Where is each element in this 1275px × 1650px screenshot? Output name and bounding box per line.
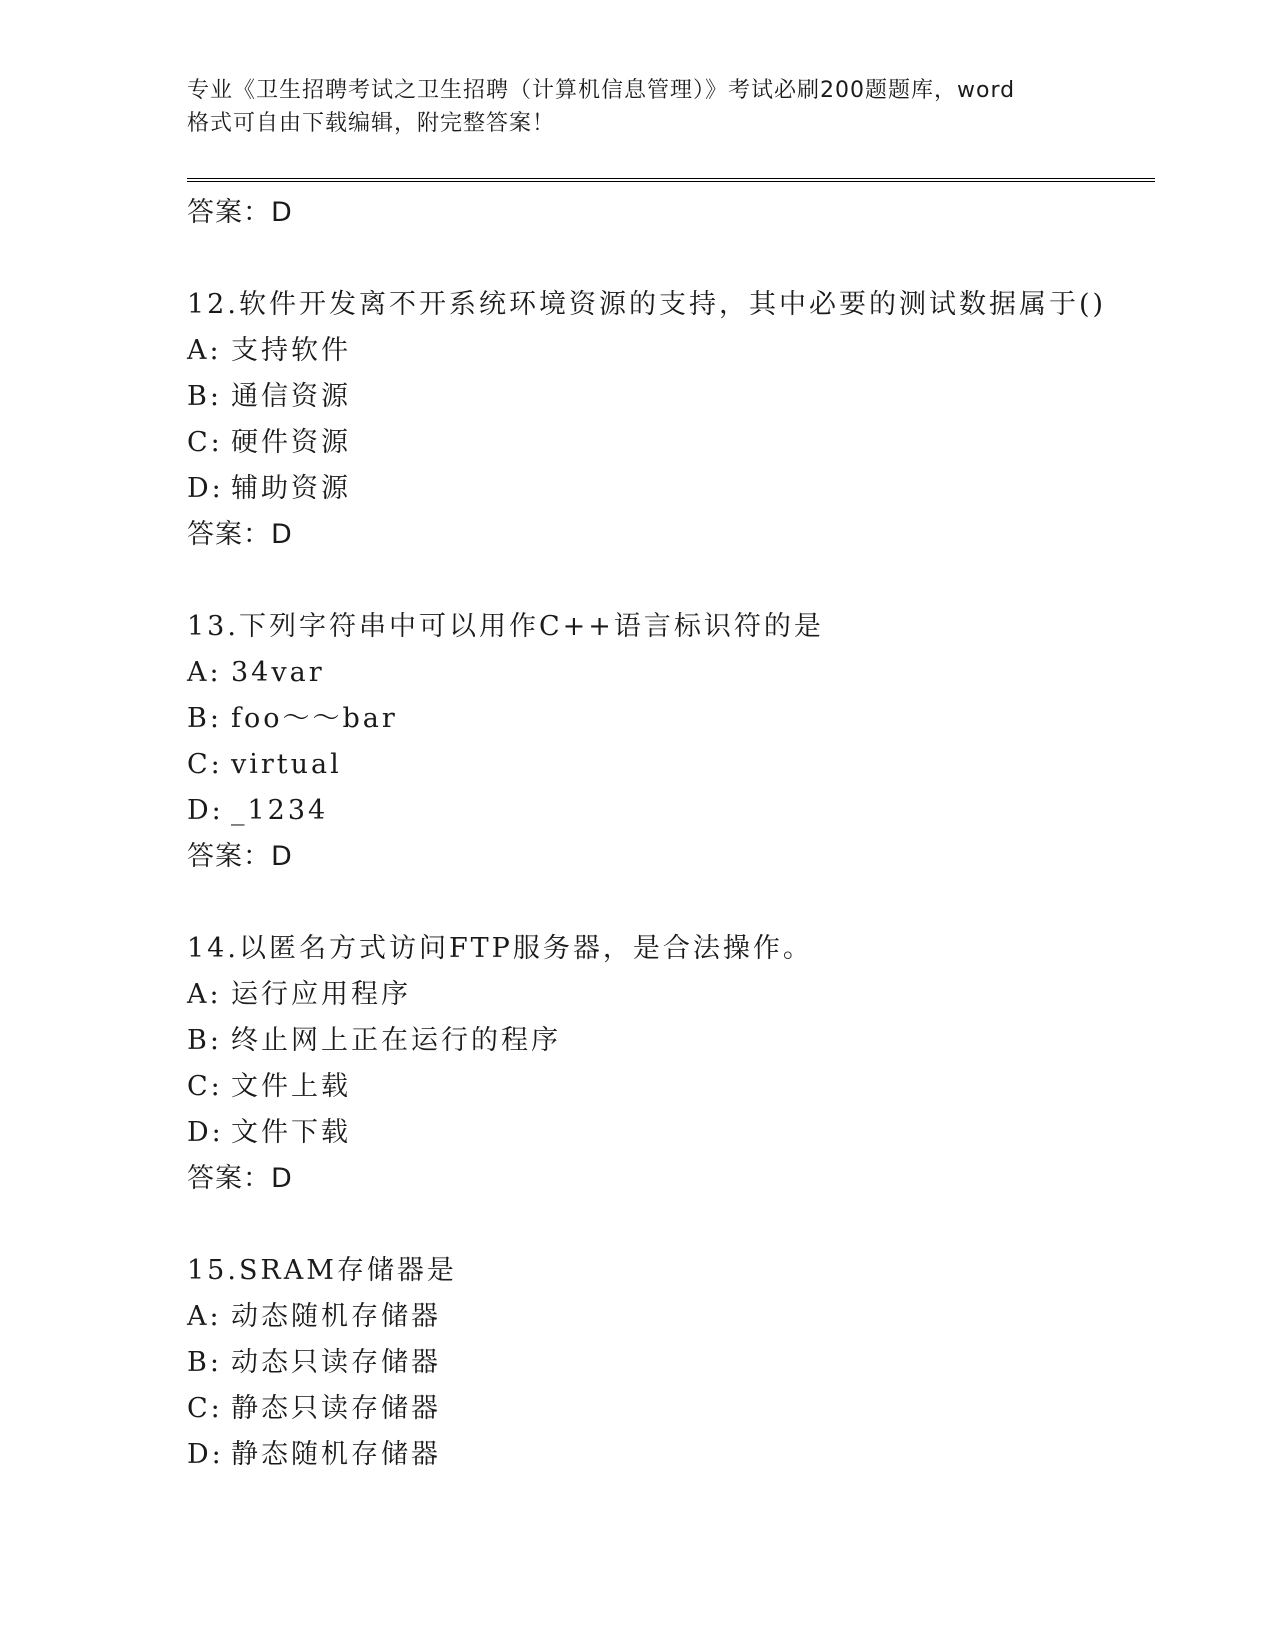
option-letter: D: xyxy=(187,1117,224,1148)
option-text: 运行应用程序 xyxy=(231,979,411,1010)
option-text: 动态随机存储器 xyxy=(231,1301,441,1332)
option-letter: C: xyxy=(187,427,223,458)
option-letter: C: xyxy=(187,1071,223,1102)
question-12 xyxy=(187,282,1155,558)
option-text: 静态随机存储器 xyxy=(231,1439,441,1470)
answer-line: 答案：D xyxy=(187,519,293,550)
option-letter: C: xyxy=(187,1393,223,1424)
option-letter: C: xyxy=(187,749,223,780)
option-text: foo～～bar xyxy=(231,703,398,734)
option-b xyxy=(187,374,1155,420)
header-line-2: 格式可自由下载编辑，附完整答案！ xyxy=(187,111,556,136)
option-c xyxy=(187,420,1155,466)
option-a xyxy=(187,328,1155,374)
option-letter: B: xyxy=(187,703,222,734)
option-letter: A: xyxy=(187,979,222,1010)
question-15 xyxy=(187,1248,1155,1478)
option-a xyxy=(187,1294,1155,1340)
option-letter: B: xyxy=(187,1025,222,1056)
question-stem: 14.以匿名方式访问FTP服务器，是合法操作。 xyxy=(187,933,813,964)
option-letter: D: xyxy=(187,795,224,826)
option-letter: A: xyxy=(187,1301,222,1332)
header-divider xyxy=(187,178,1155,182)
option-a xyxy=(187,972,1155,1018)
option-text: 通信资源 xyxy=(231,381,351,412)
option-text: 支持软件 xyxy=(231,335,351,366)
answer-line: 答案：D xyxy=(187,197,293,228)
question-stem: 15.SRAM存储器是 xyxy=(187,1255,457,1286)
header-line-1: 专业《卫生招聘考试之卫生招聘（计算机信息管理）》考试必刷200题题库，word xyxy=(187,78,1016,103)
option-text: 文件下载 xyxy=(231,1117,351,1148)
option-text: 辅助资源 xyxy=(231,473,351,504)
document-body xyxy=(187,190,1155,1478)
option-d xyxy=(187,466,1155,512)
option-text: 文件上载 xyxy=(231,1071,351,1102)
option-text: 静态只读存储器 xyxy=(231,1393,441,1424)
option-d xyxy=(187,1110,1155,1156)
option-letter: B: xyxy=(187,381,222,412)
option-b xyxy=(187,1018,1155,1064)
option-b xyxy=(187,1340,1155,1386)
option-d xyxy=(187,1432,1155,1478)
option-b xyxy=(187,696,1155,742)
option-a xyxy=(187,650,1155,696)
option-letter: D: xyxy=(187,1439,224,1470)
page-header xyxy=(187,74,1087,140)
option-text: 动态只读存储器 xyxy=(231,1347,441,1378)
question-13 xyxy=(187,604,1155,880)
option-d xyxy=(187,788,1155,834)
option-text: _1234 xyxy=(231,795,329,826)
option-c xyxy=(187,742,1155,788)
option-text: 34var xyxy=(231,657,325,688)
option-letter: A: xyxy=(187,335,222,366)
answer-line: 答案：D xyxy=(187,841,293,872)
option-c xyxy=(187,1386,1155,1432)
option-text: virtual xyxy=(231,749,342,780)
question-14 xyxy=(187,926,1155,1202)
option-letter: D: xyxy=(187,473,224,504)
option-text: 终止网上正在运行的程序 xyxy=(231,1025,561,1056)
question-stem: 12.软件开发离不开系统环境资源的支持，其中必要的测试数据属于() xyxy=(187,289,1107,320)
answer-line: 答案：D xyxy=(187,1163,293,1194)
option-text: 硬件资源 xyxy=(231,427,351,458)
question-stem: 13.下列字符串中可以用作C++语言标识符的是 xyxy=(187,611,824,642)
option-c xyxy=(187,1064,1155,1110)
option-letter: B: xyxy=(187,1347,222,1378)
option-letter: A: xyxy=(187,657,222,688)
